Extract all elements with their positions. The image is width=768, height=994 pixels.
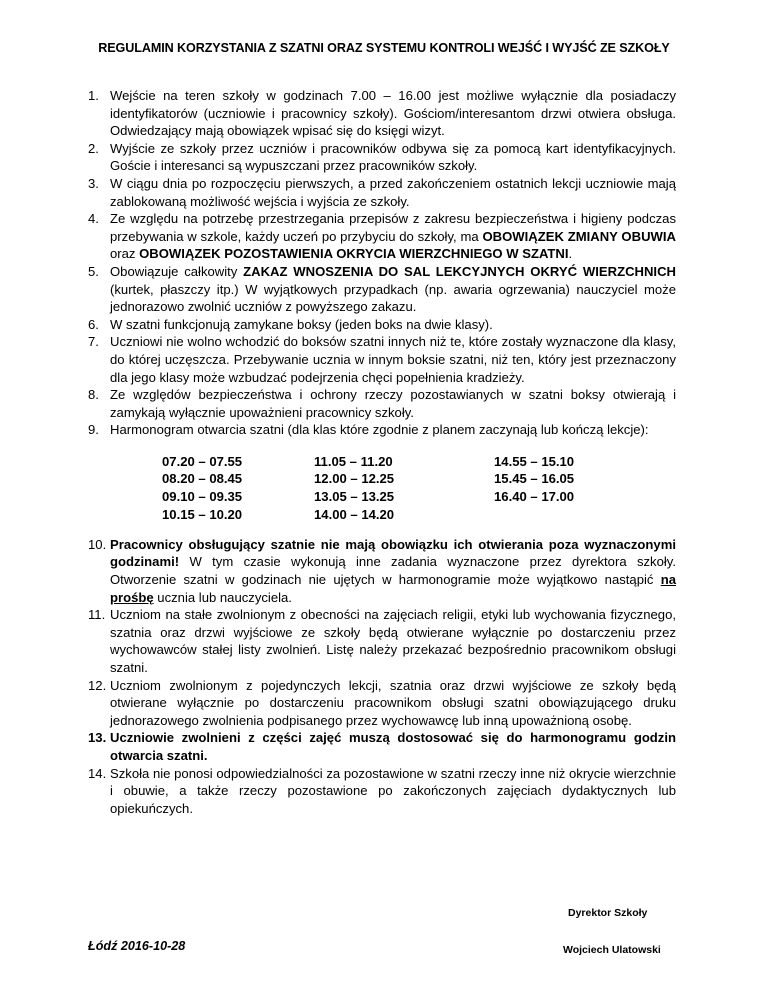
rule-emphasis: OBOWIĄZEK POZOSTAWIENIA OKRYCIA WIERZCHNIEGO W SZATNI [139,246,569,262]
schedule-slot: 07.20 – 07.55 [162,453,243,469]
schedule-column [314,453,394,523]
rule-text: Harmonogram otwarcia szatni (dla klas które zgodnie z planem zaczynają lub kończą lekcje): [110,422,649,438]
signature-role: Dyrektor Szkoły [568,907,648,919]
rule-number: 1. [88,88,99,103]
rule-item [88,536,676,606]
schedule-slot: 13.05 – 13.25 [314,489,395,505]
schedule-slot: 09.10 – 09.35 [162,489,243,505]
schedule-slot: 11.05 – 11.20 [314,453,393,469]
rule-item [88,175,676,210]
rule-item [88,729,676,764]
rule-item [88,606,676,676]
rule-text: Szkoła nie ponosi odpowiedzialności za pozostawione w szatni rzeczy inne niż okrycie wierzchnie i obuwie, a także rzeczy pozostawione po zakończonych zajęciach dydaktycznych lub opiekuńczych. [110,765,676,816]
rule-text: (kurtek, płaszczy itp.) W wyjątkowych przypadkach (np. awaria ogrzewania) nauczyciel może jednorazowo zwolnić uczniów z powyższego zakazu. [110,281,676,315]
rule-number: 6. [88,316,99,332]
schedule-slot: 16.40 – 17.00 [494,489,575,505]
rule-number: 4. [88,211,99,227]
rule-text: Ze względów bezpieczeństwa i ochrony rzeczy pozostawianych w szatni boksy otwierają i zamykają wyłącznie upoważnieni pracownicy szkoły. [110,387,676,420]
rule-text: W tym czasie wykonują inne zadania wyznaczone przez dyrektora szkoły. Otworzenie szatni w godzinach nie ujętych w harmonogramie może wyjątkowo nastąpić [110,554,676,588]
place-date: Łódź 2016-10-28 [88,939,186,953]
schedule-slot: 12.00 – 12.25 [314,471,395,487]
rule-text: Wyjście ze szkoły przez uczniów i pracowników odbywa się za pomocą kart identyfikacyjnych. Goście i interesanci są wypuszczani przez pracowników szkoły. [110,140,676,174]
rule-text: W ciągu dnia po rozpoczęciu pierwszych, a przed zakończeniem ostatnich lekcji uczniowie mają zablokowaną możliwość wejścia i wyjścia ze szkoły. [110,175,676,209]
rule-item [88,263,676,316]
rule-number: 9. [88,422,99,438]
schedule-table [88,453,676,523]
rule-item [88,677,676,730]
schedule-slot: 08.20 – 08.45 [162,471,243,487]
rule-text: W szatni funkcjonują zamykane boksy (jeden boks na dwie klasy). [110,316,493,332]
rule-text: Wejście na teren szkoły w godzinach 7.00 – 16.00 jest możliwe wyłącznie dla posiadaczy identyfikatorów (uczniowie i pracownicy szkoły). Gościom/interesantom drzwi otwiera obsługa. Odwiedzający mają obowiązek wpisać się do księgi wizyt. [110,88,676,139]
rule-number: 10. [88,536,107,552]
rule-text: Uczniom zwolnionym z pojedynczych lekcji, szatnia oraz drzwi wyjściowe ze szkoły będą otwierane wyłącznie po dostarczeniu pracownikom obsługi szatni obowiązującego druku jednorazowego zwolnienia podpisanego przez wychowawcę lub inną upoważnioną osobę. [110,677,676,728]
rules-list [88,87,676,817]
rule-text: ucznia lub nauczyciela. [153,589,292,605]
rule-number: 14. [88,765,107,781]
schedule-slot: 15.45 – 16.05 [494,471,575,487]
rule-item [88,210,676,263]
rule-number: 12. [88,677,107,693]
rule-emphasis: ZAKAZ WNOSZENIA DO SAL LEKCYJNYCH OKRYĆ WIERZCHNICH [243,263,676,279]
schedule-slot: 14.00 – 14.20 [314,506,395,522]
rule-text: Uczniowi nie wolno wchodzić do boksów szatni innych niż te, które zostały wyznaczone dla klasy, do której uczęszcza. Przebywanie ucznia w innym boksie szatni, niż ten, który jest przeznaczony dla jego klasy może wzbudzać podejrzenia chęci popełnienia kradzieży. [110,334,676,385]
rule-emphasis: OBOWIĄZEK ZMIANY OBUWIA [482,228,676,244]
schedule-slot: 10.15 – 10.20 [162,506,243,522]
rule-number: 7. [88,334,99,350]
rule-text: . [568,246,573,262]
rule-text: Uczniom na stałe zwolnionym z obecności na zajęciach religii, etyki lub wychowania fizycznego, szatnia oraz drzwi wyjściowe ze szkoły będą otwierane wyłącznie po dostarczeniu przez wychowawców stałej listy zwolnień. Listę należy przekazać bezpośrednio pracownikom obsługi szatni. [110,607,676,676]
rule-underline: na prośbę [110,572,676,605]
schedule-column [494,453,574,506]
rule-number: 2. [88,140,99,156]
rule-number: 3. [88,175,99,191]
rule-item [88,386,676,421]
rule-item [88,421,676,439]
document-title: REGULAMIN KORZYSTANIA Z SZATNI ORAZ SYSTEMU KONTROLI WEJŚĆ I WYJŚĆ ZE SZKOŁY [98,41,670,55]
rule-item [88,333,676,386]
rule-number: 11. [88,607,106,623]
rule-number: 5. [88,263,99,279]
rule-emphasis: Uczniowie zwolnieni z części zajęć muszą dostosować się do harmonogramu godzin otwarcia szatni. [110,730,676,763]
rule-item [88,140,676,175]
schedule-slot: 14.55 – 15.10 [494,453,575,469]
rule-emphasis: Pracownicy obsługujący szatnie nie mają obowiązku ich otwierania poza wyznaczonymi godzinami! [110,536,676,570]
rule-number: 13. [88,730,107,746]
rule-text: Ze względu na potrzebę przestrzegania przepisów z zakresu bezpieczeństwa i higieny podczas przebywania w szkole, każdy uczeń po przybyciu do szkoły, ma [110,211,676,244]
rule-text: Obowiązuje całkowity [110,263,244,279]
rule-item [88,765,676,818]
rule-item [88,316,676,334]
rule-number: 8. [88,387,99,403]
signature-name: Wojciech Ulatowski [563,944,661,956]
schedule-column [162,453,242,523]
rule-text: oraz [110,246,140,262]
rule-item [88,87,676,140]
